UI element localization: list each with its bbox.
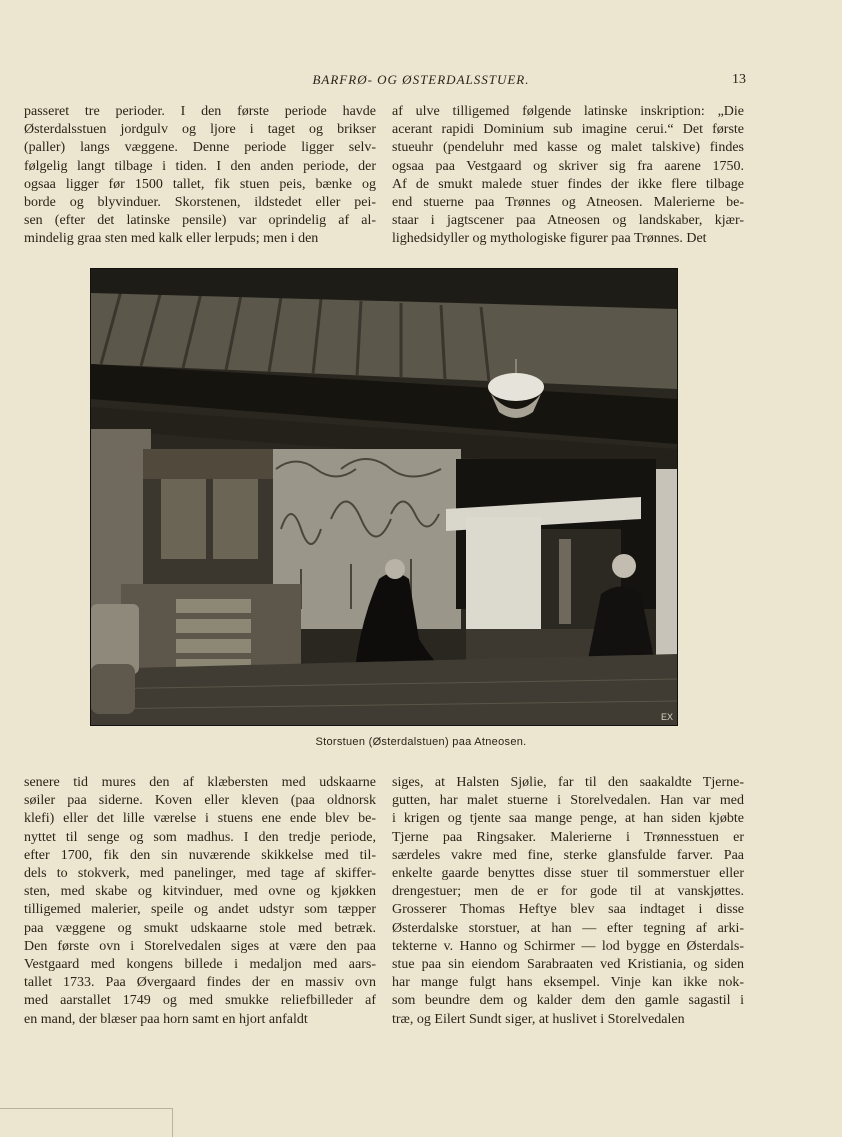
text-line: ogsaa paa Vestgaard og skriver sig fra aarene 1750. [392,158,744,174]
text-line: nyttet til senge og som madhus. I den tredje periode, [24,829,376,845]
text-line: mindelig graa sten med kalk eller lerpuds; men i den [24,231,319,247]
text-line: ogsaa ligger før 1500 tallet, fik stuen peis, bænke og [24,176,376,192]
text-line: paa væggene og smukt udskaarne stole med betræk. [24,920,376,936]
photograph-illustration [91,269,677,725]
text-line: enkelte gaarde benyttes disse stuer til sommerstuer eller [392,866,744,882]
text-column-top-left [24,103,376,249]
page-number: 13 [732,72,746,87]
text-line: drengestuer; men de er for gode til at vanskjøttes. [392,884,744,900]
text-line: Den første ovn i Storelvedalen siges at være den paa [24,938,376,954]
text-line: som beundre dem og kalder dem den gamle sagastil i [392,993,744,1009]
text-line: (paller) langs væggene. Denne periode ligger selv- [24,140,376,156]
text-line: en mand, der blæser paa horn samt en hjort anfaldt [24,1011,308,1027]
text-line: dels to stokverk, med panelinger, med tage af skiffer- [24,866,376,882]
text-line: Grosserer Thomas Heftye blev saa indtaget i disse [392,902,744,918]
text-line: stue paa sin eiendom Sarabraaten ved Kristiania, og siden [392,957,744,973]
text-line: tallet 1733. Paa Øvergaard findes der en massiv ovn [24,975,376,991]
running-title: BARFRØ- OG ØSTERDALSSTUER. [312,72,530,87]
scan-edge-rule [0,1108,172,1109]
text-line: følgelig langt tilbage i tiden. I den anden periode, der [24,158,376,174]
text-column-top-right [392,103,744,249]
text-column-bottom-left [24,774,376,1029]
text-line: end stuerne paa Trønnes og Atneosen. Malerierne be- [392,195,744,211]
text-line: særdeles vakre med fine, sterke glansfulde farver. Paa [392,847,744,863]
text-line: gutten, har malet stuerne i Storelvedalen. Han var med [392,793,744,809]
text-line: Østerdalsstuen jordgulv og ljore i taget og brikser [24,122,376,138]
text-line: sen (efter det latinske pensile) var oprindelig af al- [24,213,376,229]
figure-caption: Storstuen (Østerdalstuen) paa Atneosen. [315,736,527,748]
text-line: med aarstallet 1749 og med smukke reliefbilleder af [24,993,376,1009]
text-line: lighedsidyller og mythologiske figurer paa Trønnes. Det [392,231,707,247]
text-line: søiler paa siderne. Koven eller kleven (paa oldnorsk [24,793,376,809]
text-line: stueuhr (pendeluhr med kasse og malet talskive) findes [392,140,744,156]
text-line: tekterne v. Hanno og Schirmer — lod bygge en Østerdals- [392,938,744,954]
text-line: klefi) eller det lille værelse i stuens ene ende blev be- [24,811,376,827]
scan-edge-tick [172,1108,173,1137]
interior-photograph [90,268,678,726]
text-line: af ulve tilligemed følgende latinske inskription: „Die [392,104,744,119]
running-head [0,72,842,92]
text-line: efter 1700, fik den sin nuværende skikkelse med til- [24,847,376,863]
text-line: Østerdalske storstuer, at han — efter tegning af arki- [392,920,744,936]
text-line: senere tid mures den af klæbersten med udskaarne [24,775,376,790]
text-line: Vestgaard med kongens billede i medaljon med aars- [24,957,376,973]
text-line: staar i jagtscener paa Atneosen og landskaber, kjær- [392,213,744,229]
text-column-bottom-right [392,774,744,1029]
text-line: tilligemed malerier, speile og andet udstyr som tæpper [24,902,376,918]
text-line: træ, og Eilert Sundt siger, at huslivet i Storelvedalen [392,1011,685,1027]
text-line: Tjerne paa Ringsaker. Malerierne i Trønnesstuen er [392,829,744,845]
text-line: Af de smukt malede stuer findes der ikke flere tilbage [392,176,744,192]
text-line: siges, at Halsten Sjølie, far til den saakaldte Tjerne- [392,775,744,790]
text-line: har mange fulgt hans eksempel. Vinje kan ikke nok- [392,975,744,991]
text-line: i krigen og tjente saa mange penge, at han siden kjøbte [392,811,744,827]
text-line: passeret tre perioder. I den første periode havde [24,104,376,119]
text-line: borde og blyvinduer. Skorstenen, ildstedet eller pei- [24,195,376,211]
photo-signature: EX [660,712,673,722]
text-line: sten, med skabe og kitvinduer, med ovne og kjøkken [24,884,376,900]
text-line: acerant rapidi Dominium sub imagine cerui.“ Det første [392,122,744,138]
